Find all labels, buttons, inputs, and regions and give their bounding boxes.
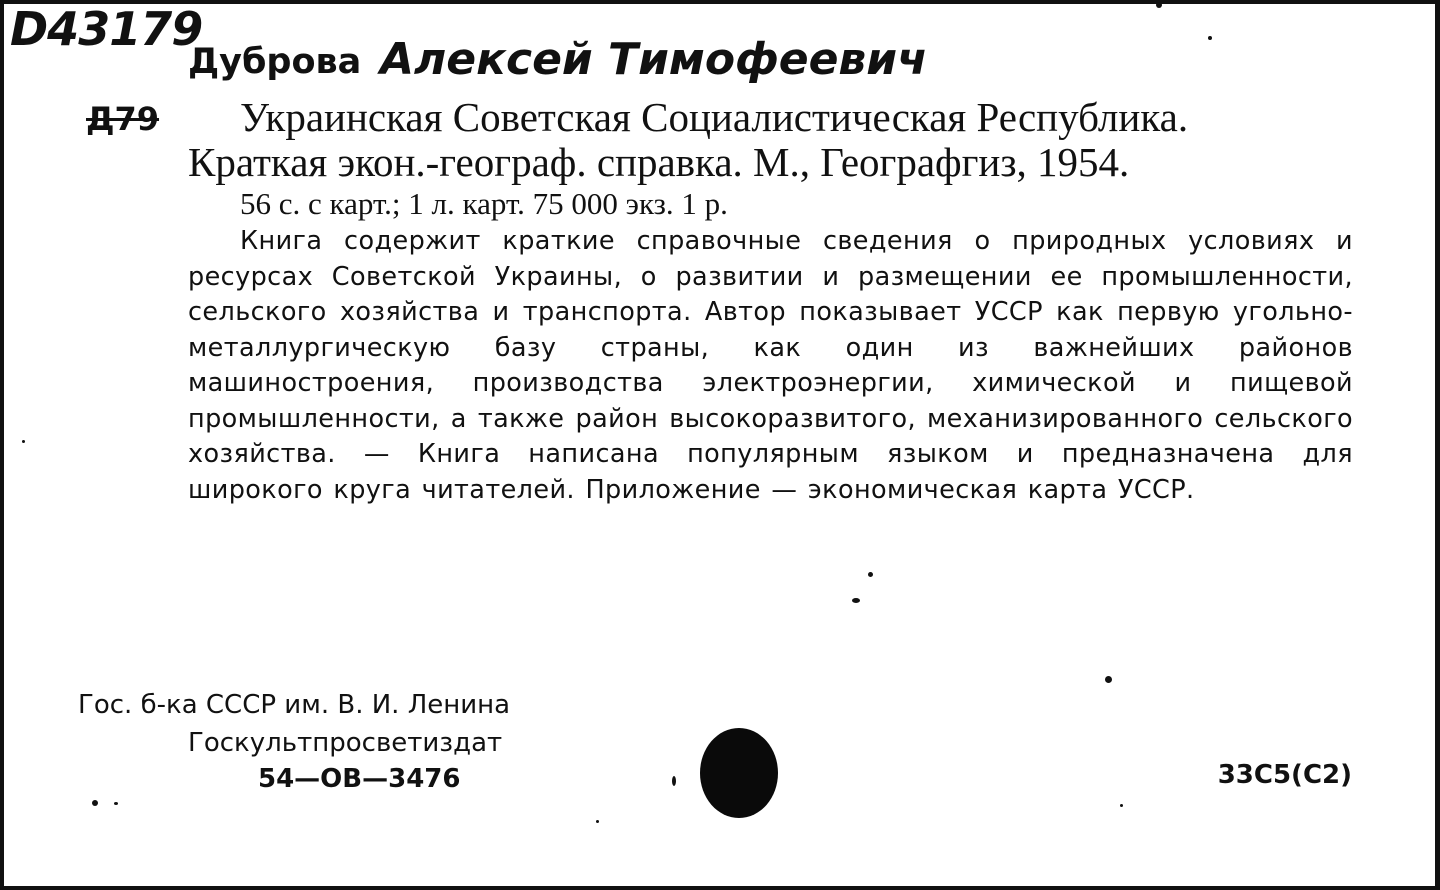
card-border-bottom [0,886,1440,890]
ink-speck [92,800,98,806]
card-code: 54—ОВ—3476 [258,764,461,794]
ink-speck [868,572,873,577]
title-line-1: Украинская Советская Социалистическая Республика. [240,94,1189,140]
card-punch-hole [700,728,778,818]
ink-speck [22,440,25,443]
annotation [188,224,1353,508]
card-border-left [0,0,4,890]
title-line-2: Краткая экон.-географ. справка. М., Географгиз, 1954. [188,139,1130,185]
ink-speck [1120,804,1123,807]
annotation-text: Книга содержит краткие справочные сведения о природных условиях и ресурсах Советской Украины, о развитии и размещении ее промышленности, сельского хозяйства и транспорта. Автор показывает УССР как первую угольно-металлургическую базу страны, как один из важнейших районов машиностроения, производства электроэнергии, химической и пищевой промышленности, а также район высокоразвитого, механизированного сельского хозяйства. — Книга написана популярным языком и предназначена для широкого круга читателей. Приложение — экономическая карта УССР. [188,226,1353,505]
publisher: Госкультпросветиздат [188,728,503,758]
author-surname: Дуброва [188,42,362,82]
card-border-top [0,0,1440,4]
ink-speck [114,802,118,805]
ink-speck [1208,36,1212,40]
ink-speck [596,820,599,823]
ink-speck [672,776,676,786]
inventory-number: D43179 [10,2,203,56]
classification-code: 33С5(С2) [1217,760,1352,790]
imprint: 56 с. с карт.; 1 л. карт. 75 000 экз. 1 р. [240,186,728,221]
ink-speck [852,598,860,603]
card-border-right [1435,0,1440,890]
ink-speck [1105,676,1112,683]
author-handwritten-name: Алексей Тимофеевич [380,34,928,85]
ink-speck [1156,2,1162,8]
call-number: Д79 [86,100,160,138]
library-name: Гос. б-ка СССР им. В. И. Ленина [78,690,511,720]
